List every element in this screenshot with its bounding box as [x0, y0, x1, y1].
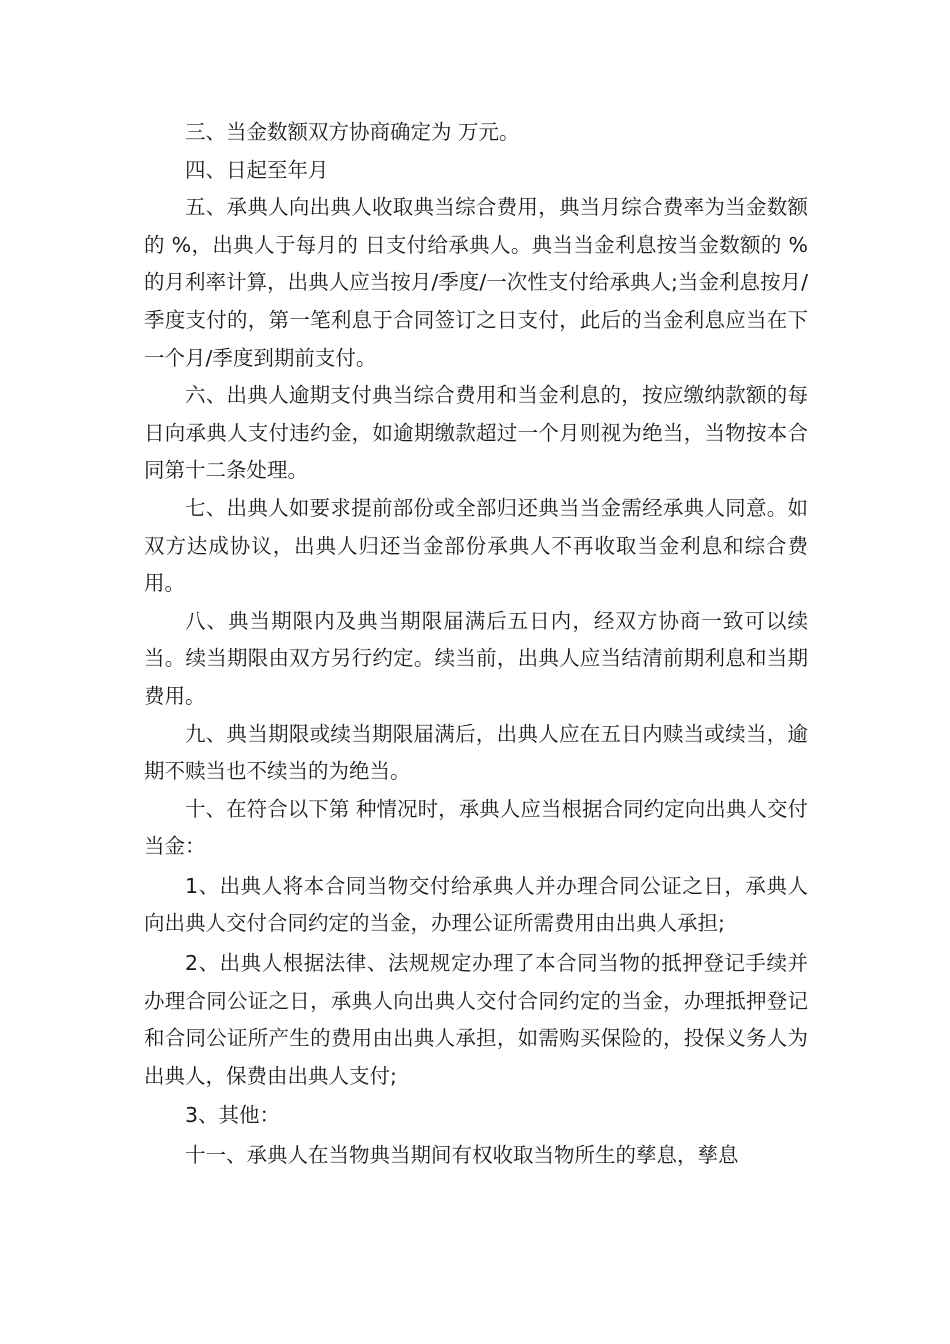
- paragraph-item-3: 3、其他：: [185, 1103, 281, 1128]
- paragraph-clause-7: 七、出典人如要求提前部份或全部归还典当当金需经承典人同意。如双方达成协议，出典人归还当金部份承典人不再收取当金利息和综合费用。: [144, 495, 808, 596]
- paragraph-item-2: 2、出典人根据法律、法规规定办理了本合同当物的抵押登记手续并办理合同公证之日，承典人向出典人交付合同约定的当金，办理抵押登记和合同公证所产生的费用由出典人承担，如需购买保险的，投保义务人为出典人，保费由出典人支付;: [144, 951, 808, 1088]
- paragraph-clause-8: 八、典当期限内及典当期限届满后五日内，经双方协商一致可以续当。续当期限由双方另行约定。续当前，出典人应当结清前期利息和当期费用。: [144, 608, 808, 708]
- paragraph-clause-5: 五、承典人向出典人收取典当综合费用，典当月综合费率为当金数额的 %，出典人于每月的 日支付给承典人。典当当金利息按当金数额的 %的月利率计算，出典人应当按月/季度/一次性支付给承典人;当金利息按月/季度支付的，第一笔利息于合同签订之日支付，此后的当金利息应当在下一个月/季度到期前支付。: [144, 195, 808, 370]
- paragraph-clause-3: 三、当金数额双方协商确定为 万元。: [185, 120, 520, 144]
- paragraph-item-1: 1、出典人将本合同当物交付给承典人并办理合同公证之日，承典人向出典人交付合同约定的当金，办理公证所需费用由出典人承担;: [144, 873, 808, 936]
- document-body: [144, 114, 808, 1175]
- paragraph-clause-9: 九、典当期限或续当期限届满后，出典人应在五日内赎当或续当，逾期不赎当也不续当的为绝当。: [144, 721, 808, 784]
- paragraph-clause-11: 十一、承典人在当物典当期间有权收取当物所生的孳息，孳息: [185, 1143, 739, 1168]
- paragraph-clause-10: 十、在符合以下第 种情况时，承典人应当根据合同约定向出典人交付当金：: [144, 796, 808, 859]
- paragraph-clause-6: 六、出典人逾期支付典当综合费用和当金利息的，按应缴纳款额的每日向承典人支付违约金，如逾期缴款超过一个月则视为绝当，当物按本合同第十二条处理。: [144, 383, 808, 483]
- paragraph-clause-4: 四、日起至年月: [185, 157, 329, 182]
